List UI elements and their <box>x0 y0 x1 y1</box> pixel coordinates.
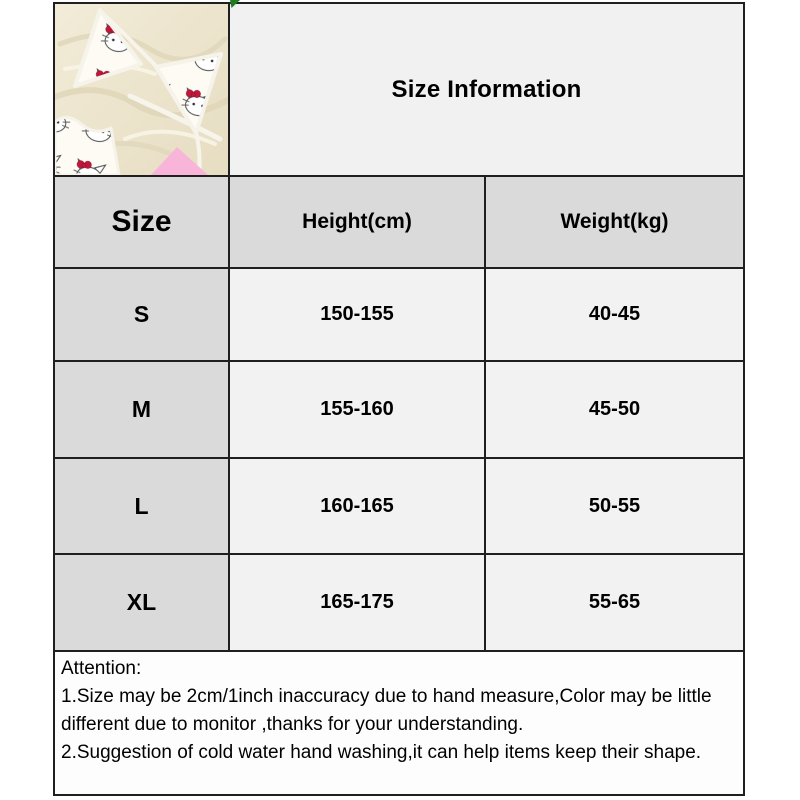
row-xl-height: 165-175 <box>230 555 484 650</box>
size-chart-sheet <box>53 2 745 796</box>
column-header-height: Height(cm) <box>230 177 484 267</box>
row-s-label: S <box>55 269 228 360</box>
product-photo <box>55 4 228 175</box>
row-l-label: L <box>55 459 228 553</box>
attention-item-2: 2.Suggestion of cold water hand washing,it can help items keep their shape. <box>61 742 702 763</box>
attention-item-1: 1.Size may be 2cm/1inch inaccuracy due to hand measure,Color may be little different due to monitor ,thanks for your understanding. <box>61 686 712 735</box>
row-s-height: 150-155 <box>230 269 484 360</box>
row-s-weight: 40-45 <box>486 269 743 360</box>
size-chart-table <box>53 2 745 796</box>
hello-kitty-fabric-illustration <box>55 4 228 175</box>
row-xl-weight: 55-65 <box>486 555 743 650</box>
page-title: Size Information <box>230 4 743 175</box>
attention-title: Attention: <box>61 658 142 679</box>
row-m-weight: 45-50 <box>486 362 743 457</box>
row-m-height: 155-160 <box>230 362 484 457</box>
attention-note <box>55 652 743 794</box>
row-l-height: 160-165 <box>230 459 484 553</box>
row-xl-label: XL <box>55 555 228 650</box>
row-l-weight: 50-55 <box>486 459 743 553</box>
row-m-label: M <box>55 362 228 457</box>
column-header-weight: Weight(kg) <box>486 177 743 267</box>
column-header-size: Size <box>55 177 228 267</box>
